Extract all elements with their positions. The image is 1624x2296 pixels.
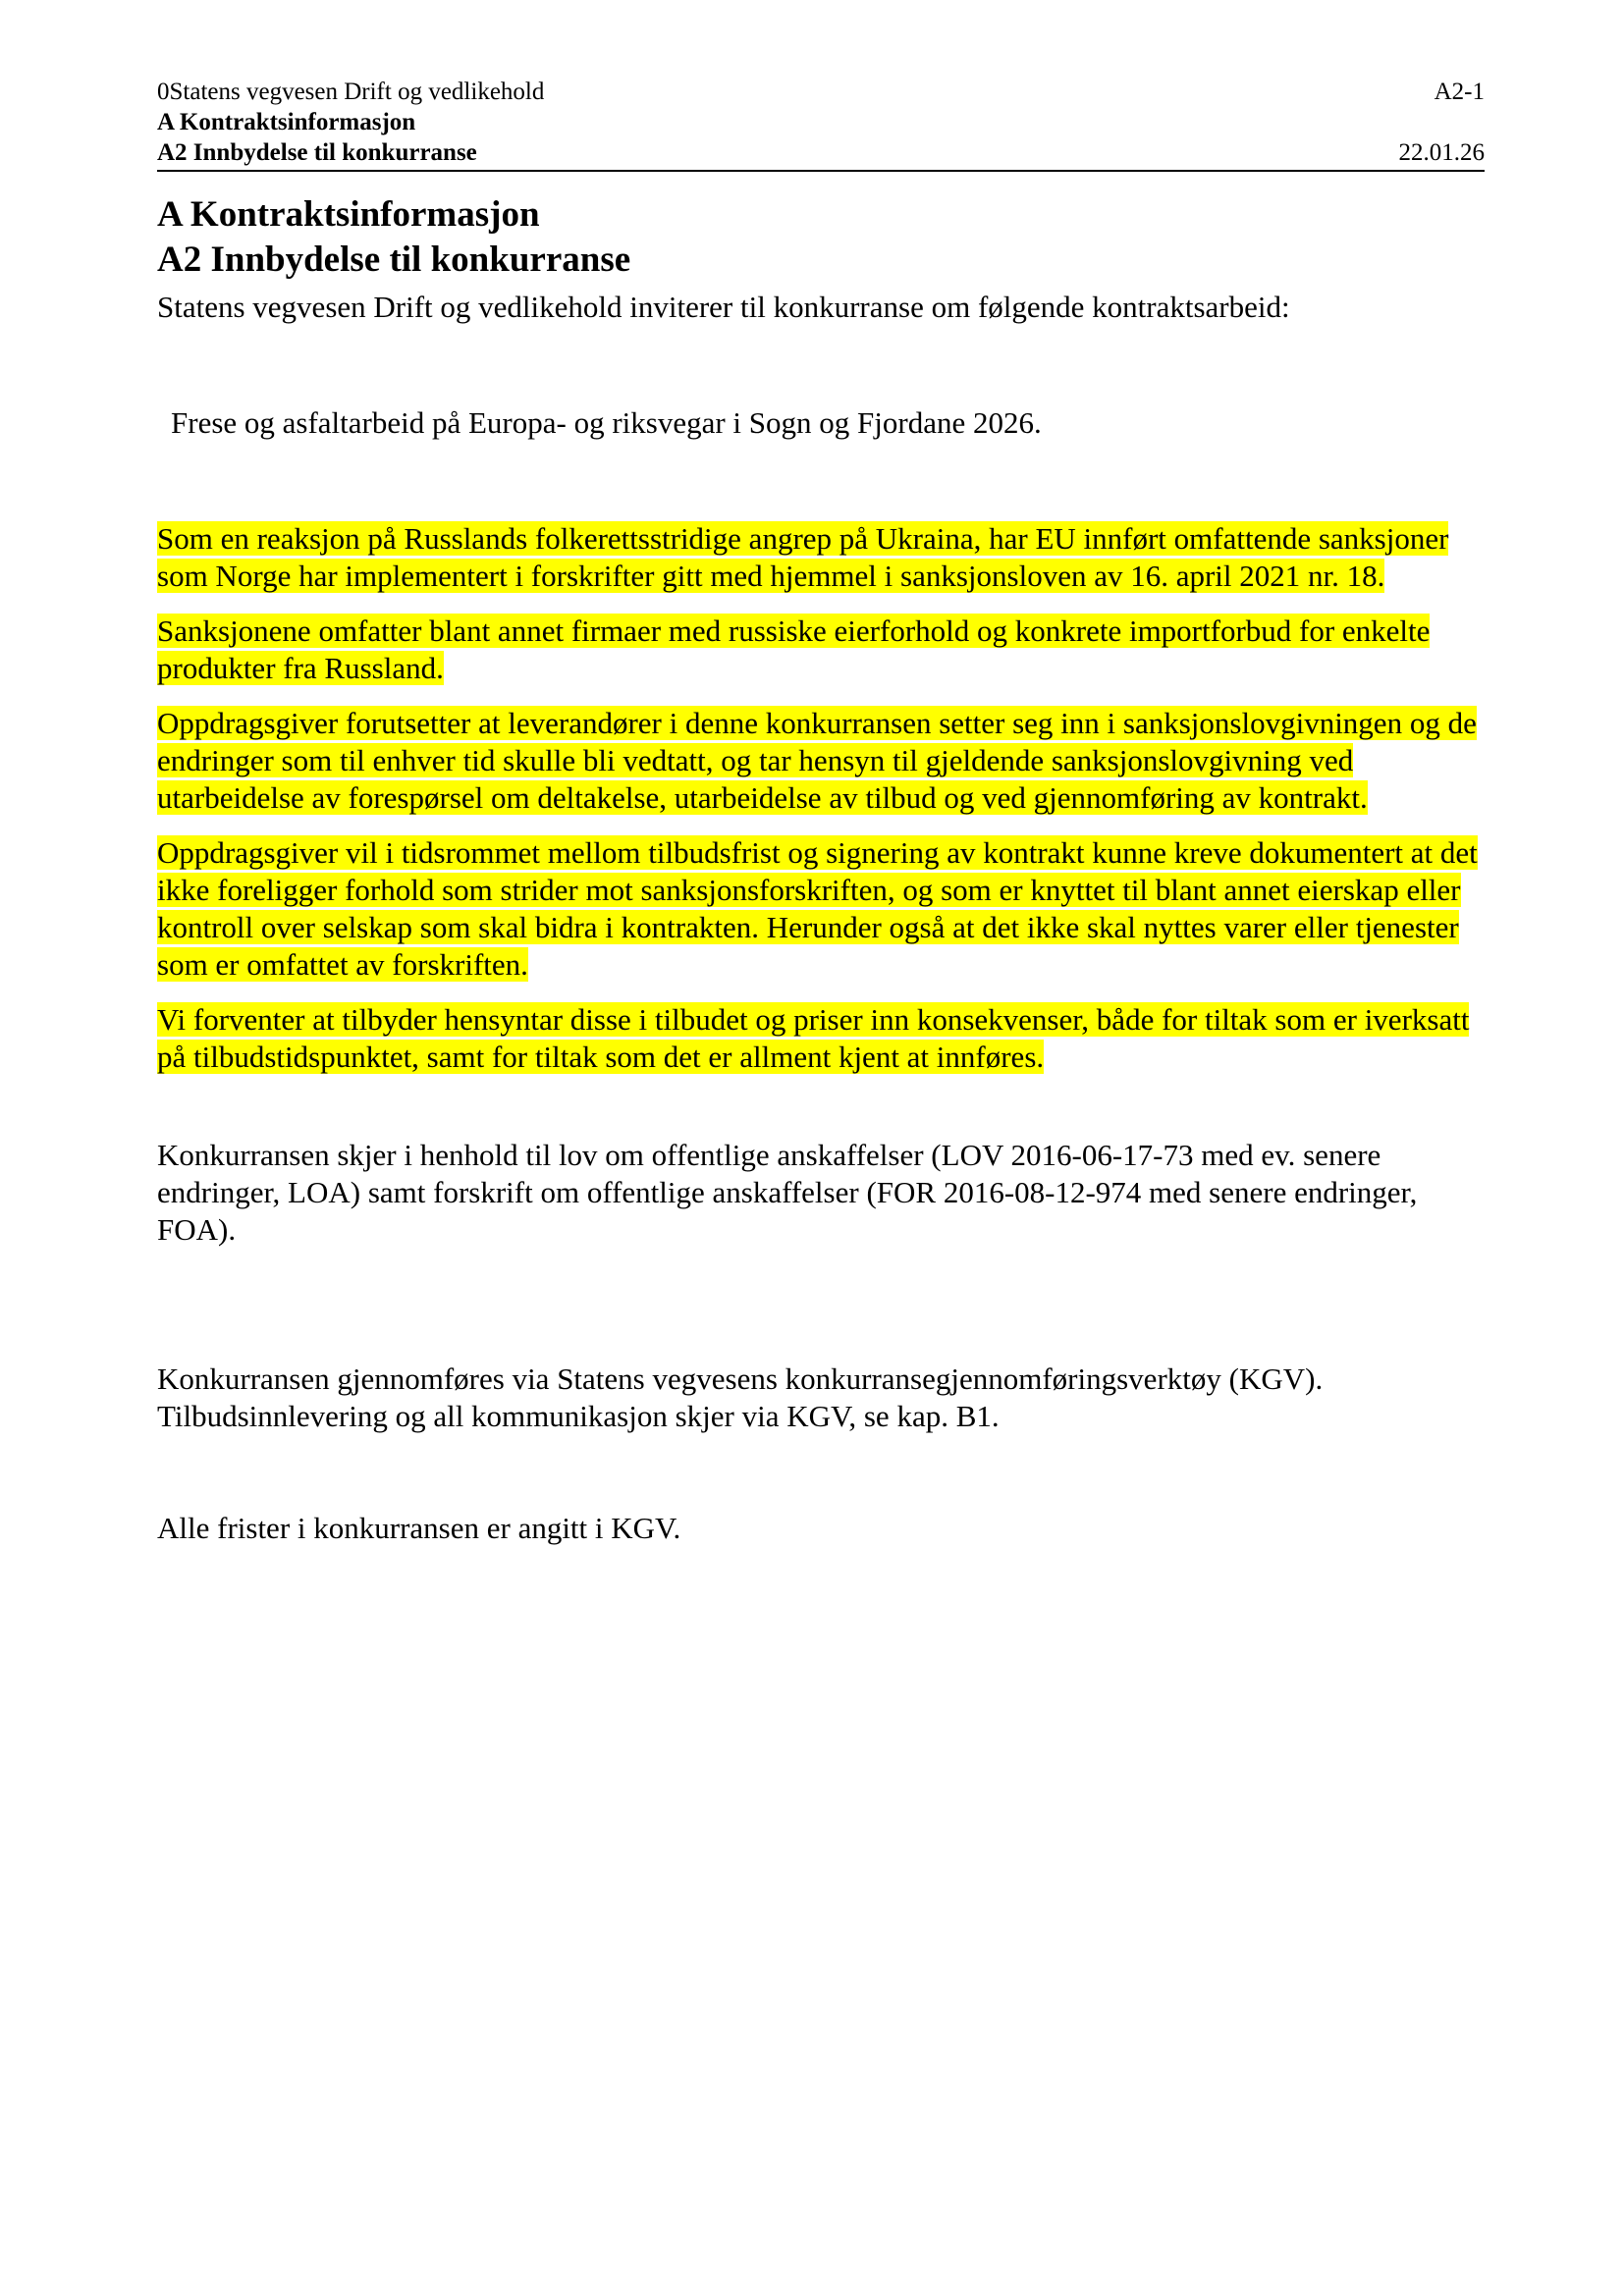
sanctions-paragraph [157,834,1485,984]
highlighted-text: Sanksjonene omfatter blant annet firmaer med russiske eierforhold og konkrete importforbud for enkelte produkter fra Russland. [157,614,1431,685]
sanctions-paragraph [157,1001,1485,1076]
header-section: A Kontraktsinformasjon [157,109,416,135]
intro-paragraph: Statens vegvesen Drift og vedlikehold inviterer til konkurranse om følgende kontraktsarbeid: [157,290,1290,324]
header-row-1 [157,77,1485,107]
highlighted-text: Vi forventer at tilbyder hensyntar disse i tilbudet og priser inn konsekvenser, både for tiltak som er iverksatt på tilbudstidspunktet, samt for tiltak som det er allment kjent at innføres. [157,1002,1470,1074]
header-date: 22.01.26 [1398,139,1485,166]
sanctions-section [157,520,1485,1076]
sanctions-paragraph [157,613,1485,687]
document-body [157,192,1485,1547]
highlighted-text: Som en reaksjon på Russlands folkerettsstridige angrep på Ukraina, har EU innført omfattende sanksjoner som Norge har implementert i forskrifter gitt med hjemmel i sanksjonsloven av 16. april 2021 nr. 18. [157,521,1449,593]
header-row-2 [157,107,1485,137]
deadlines-paragraph: Alle frister i konkurransen er angitt i KGV. [157,1511,681,1545]
page-header [157,77,1485,172]
header-subsection: A2 Innbydelse til konkurranse [157,139,477,166]
sanctions-paragraph [157,705,1485,817]
header-page-ref: A2-1 [1434,79,1485,105]
title-line-1: A Kontraktsinformasjon [157,194,540,235]
title-line-2: A2 Innbydelse til konkurranse [157,240,631,280]
highlighted-text: Oppdragsgiver forutsetter at leverandører i denne konkurransen setter seg inn i sanksjonslovgivningen og de endringer som til enhver tid skulle bli vedtatt, og tar hensyn til gjeldende sanksjonslovgivning ved utarbeidelse av forespørsel om deltakelse, utarbeidelse av tilbud og ved gjennomføring av kontrakt. [157,706,1477,815]
sanctions-paragraph [157,520,1485,595]
law-paragraph: Konkurransen skjer i henhold til lov om offentlige anskaffelser (LOV 2016-06-17-73 med ev. senere endringer, LOA) samt forskrift om offentlige anskaffelser (FOR 2016-08-12-974 med senere endringer, FOA). [157,1138,1418,1247]
kgv-paragraph: Konkurransen gjennomføres via Statens vegvesens konkurransegjennomføringsverktøy (KGV). Tilbudsinnlevering og all kommunikasjon skjer via KGV, se kap. B1. [157,1362,1324,1433]
header-row-3 [157,137,1485,168]
project-name: Frese og asfaltarbeid på Europa- og riksvegar i Sogn og Fjordane 2026. [171,405,1042,440]
highlighted-text: Oppdragsgiver vil i tidsrommet mellom tilbudsfrist og signering av kontrakt kunne kreve dokumentert at det ikke foreligger forhold som strider mot sanksjonsforskriften, og som er knyttet til blant annet eierskap eller kontroll over selskap som skal bidra i kontrakten. Herunder også at det ikke skal nyttes varer eller tjenester som er omfattet av forskriften. [157,835,1478,982]
header-org: 0Statens vegvesen Drift og vedlikehold [157,79,545,105]
document-title [157,192,1485,283]
